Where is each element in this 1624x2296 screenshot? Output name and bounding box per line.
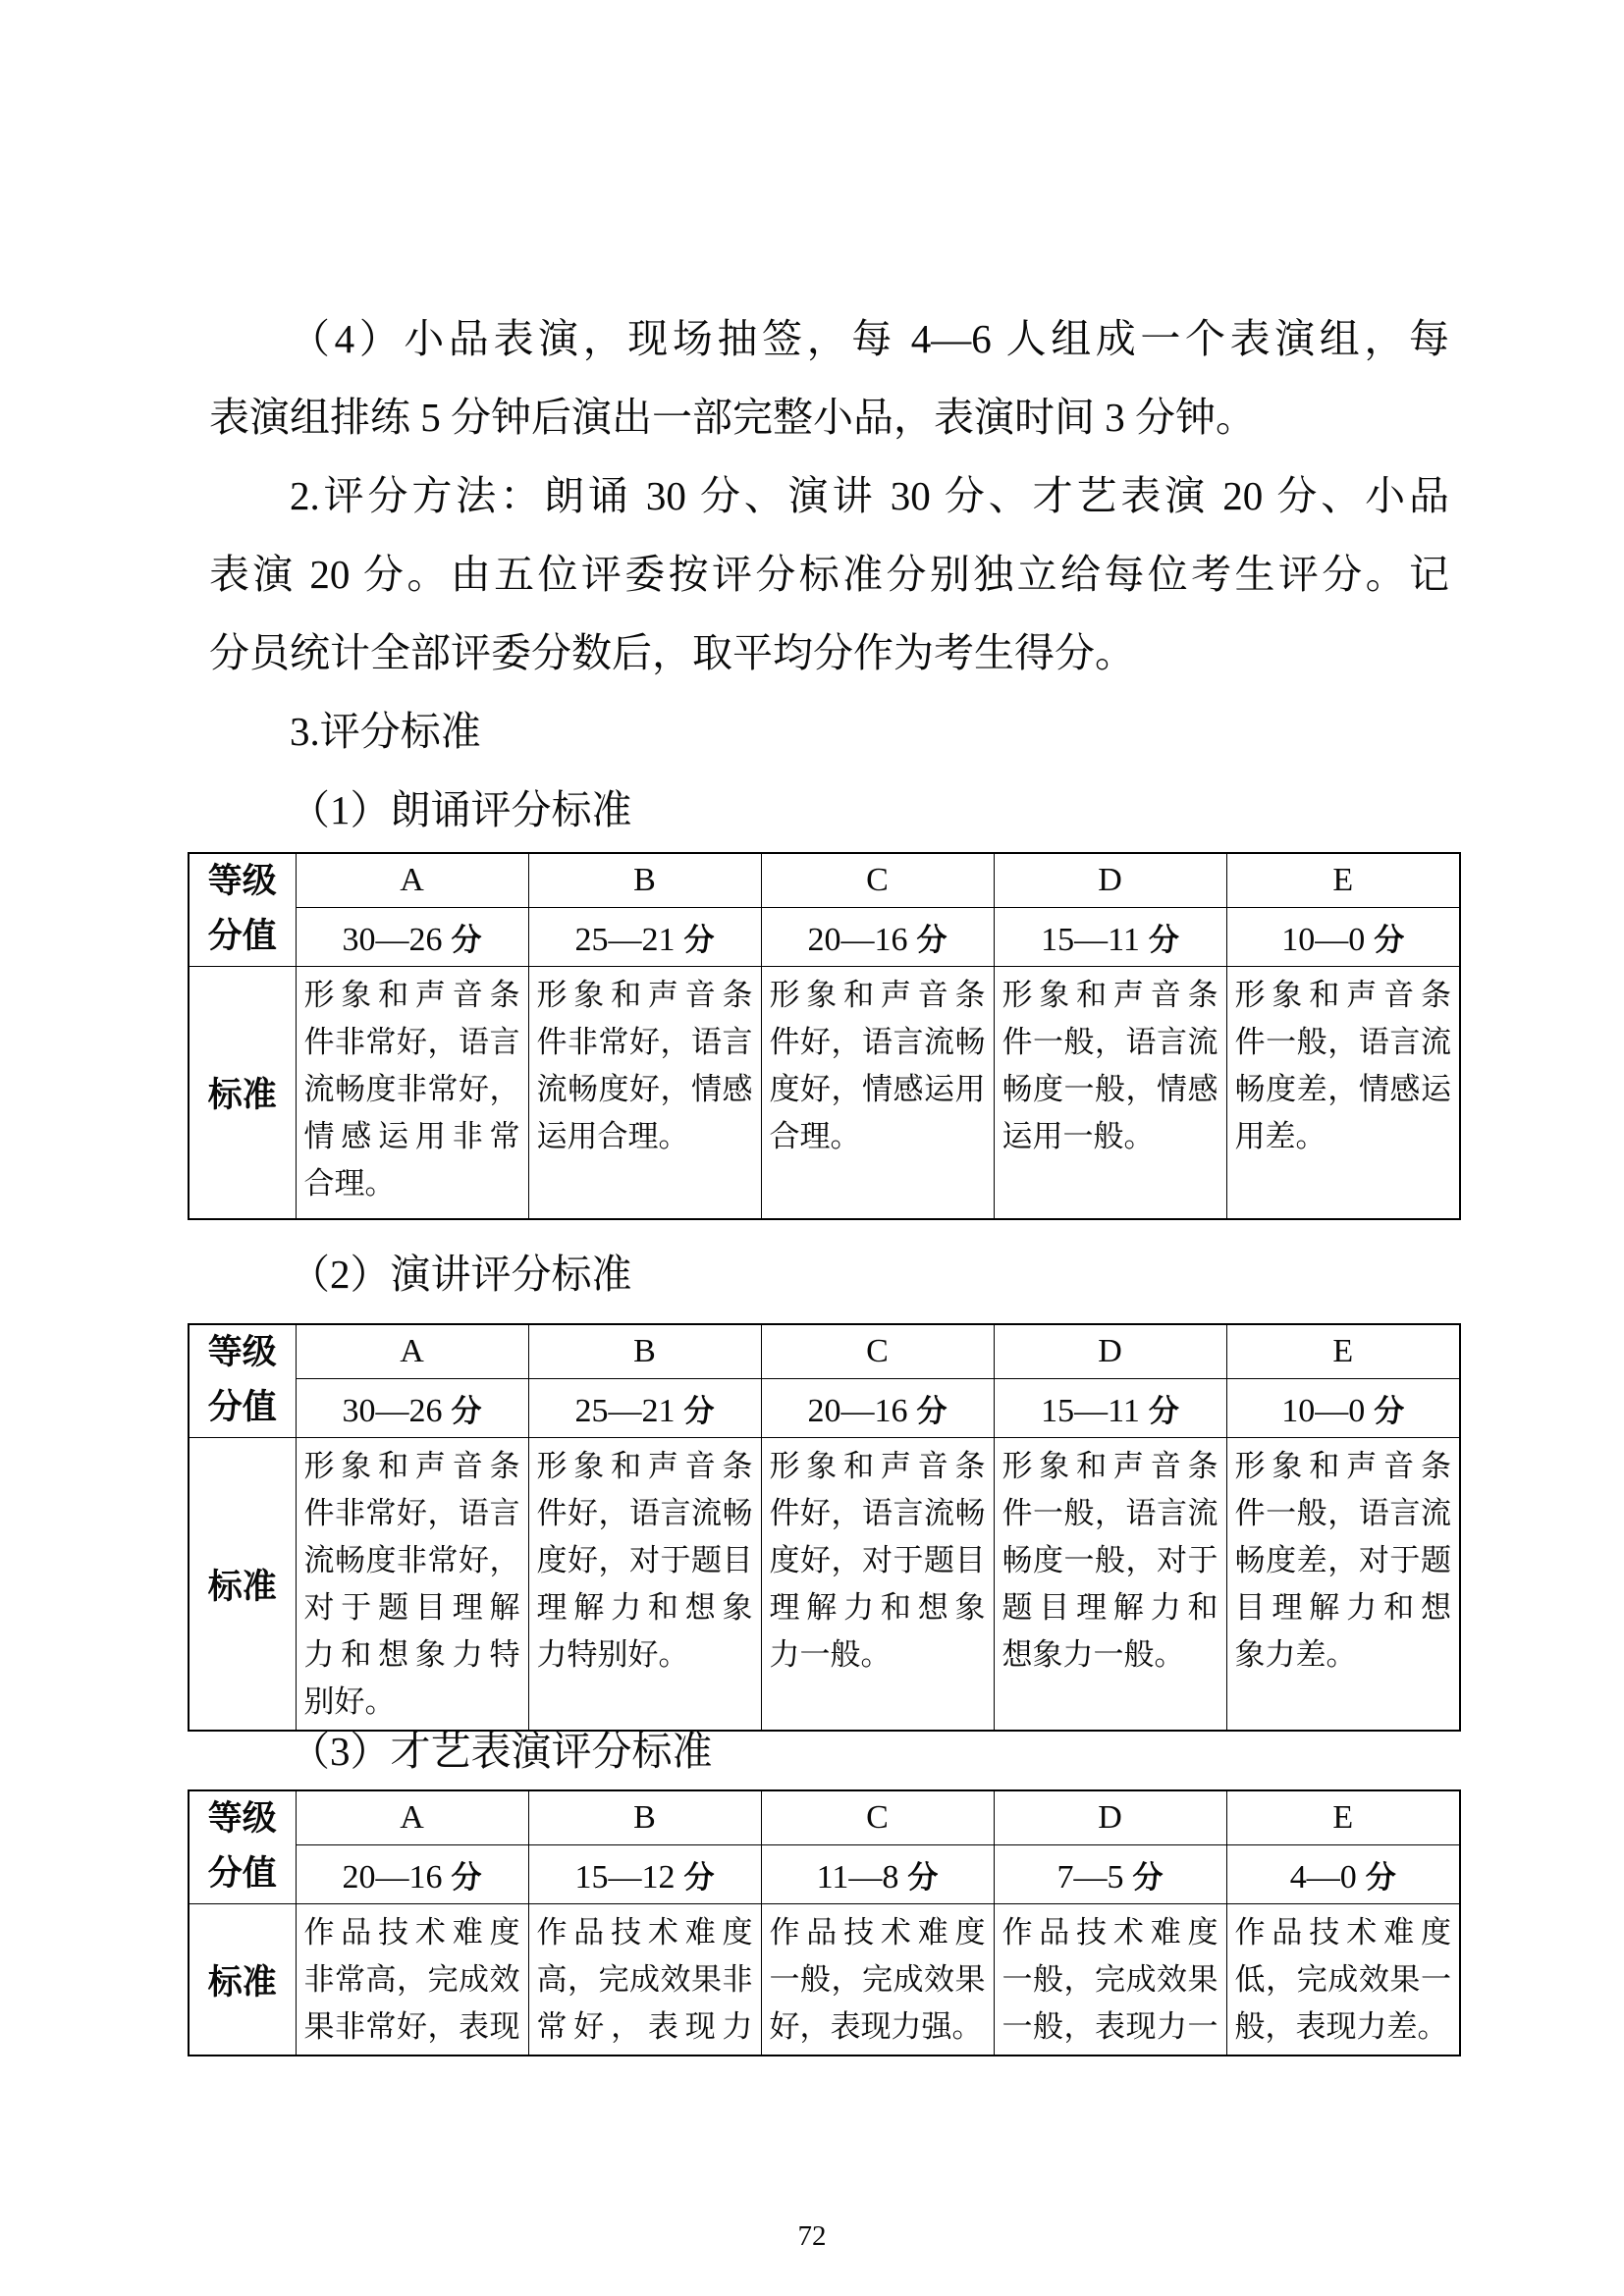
text-line: 情感运用非常 bbox=[303, 1119, 520, 1153]
talent-score-table bbox=[188, 1789, 1459, 2056]
grade-cell-b: B bbox=[528, 1790, 761, 1845]
grade-cell-a: A bbox=[296, 1790, 528, 1845]
score-range-cell: 10—0 分 bbox=[1226, 1379, 1460, 1438]
standard-label-cell: 标准 bbox=[189, 1904, 296, 2056]
text-line: 形象和声音条 bbox=[1001, 978, 1218, 1012]
text-line: 想象力一般。 bbox=[1001, 1637, 1185, 1672]
table-row-standards bbox=[189, 1904, 1460, 2056]
text-line: 非常高，完成效 bbox=[303, 1962, 520, 1997]
table-row-grades bbox=[189, 1790, 1460, 1845]
grade-cell-d: D bbox=[994, 853, 1226, 908]
score-range-cell: 7—5 分 bbox=[994, 1845, 1226, 1904]
corner-cell bbox=[189, 1790, 296, 1904]
paragraph-scoring-method bbox=[209, 456, 1449, 692]
table-row-standards bbox=[189, 1438, 1460, 1732]
section-title-talent bbox=[209, 1712, 1449, 1790]
standard-text-cell-b bbox=[528, 967, 761, 1220]
grade-cell-c: C bbox=[761, 853, 994, 908]
text-line: 件好，语言流畅 bbox=[536, 1496, 753, 1530]
text-line: 件一般，语言流 bbox=[1234, 1496, 1451, 1530]
standard-text-cell-a bbox=[296, 1438, 528, 1732]
table-row-scores bbox=[189, 1379, 1460, 1438]
corner-cell bbox=[189, 853, 296, 967]
grade-cell-b: B bbox=[528, 853, 761, 908]
text-line: 象力差。 bbox=[1234, 1637, 1357, 1672]
text-line: 畅度一般，对于 bbox=[1001, 1543, 1218, 1577]
score-range-cell: 20—16 分 bbox=[761, 1379, 994, 1438]
text-line: 形象和声音条 bbox=[303, 978, 520, 1012]
text-line: 低，完成效果一 bbox=[1234, 1962, 1451, 1997]
score-range-cell: 4—0 分 bbox=[1226, 1845, 1460, 1904]
text-line: 件一般，语言流 bbox=[1234, 1025, 1451, 1059]
grade-cell-e: E bbox=[1226, 853, 1460, 908]
standard-text-cell-c bbox=[761, 1904, 994, 2056]
section-title-recitation bbox=[209, 771, 1449, 849]
text-line: 形象和声音条 bbox=[769, 978, 986, 1012]
grade-cell-e: E bbox=[1226, 1790, 1460, 1845]
text-line: 高，完成效果非 bbox=[536, 1962, 753, 1997]
text-line: 件非常好，语言 bbox=[303, 1496, 520, 1530]
text-line: 件一般，语言流 bbox=[1001, 1025, 1218, 1059]
section-title-text: （3）才艺表演评分标准 bbox=[290, 1729, 713, 1774]
page-number: 72 bbox=[797, 2220, 827, 2252]
text-line: 流畅度非常好， bbox=[303, 1072, 520, 1106]
text-line: 用差。 bbox=[1234, 1119, 1326, 1153]
standard-text-cell-e bbox=[1226, 967, 1460, 1220]
score-unit: 分 bbox=[683, 923, 715, 957]
table-row-standards bbox=[189, 967, 1460, 1220]
score-unit: 分 bbox=[916, 923, 947, 957]
grade-cell-b: B bbox=[528, 1324, 761, 1379]
grade-cell-e: E bbox=[1226, 1324, 1460, 1379]
standard-text-cell-a bbox=[296, 967, 528, 1220]
text-line: 形象和声音条 bbox=[1234, 1449, 1451, 1483]
score-unit: 分 bbox=[1374, 923, 1405, 957]
text-line: 对于题目理解 bbox=[303, 1590, 520, 1625]
text-line: 合理。 bbox=[769, 1119, 861, 1153]
text-line: 度好，对于题目 bbox=[536, 1543, 753, 1577]
text-line: 般，表现力差。 bbox=[1234, 2009, 1448, 2044]
body-text bbox=[209, 299, 1449, 771]
standard-text-cell-c bbox=[761, 967, 994, 1220]
text-line: 畅度差，情感运 bbox=[1234, 1072, 1451, 1106]
corner-label-score: 分值 bbox=[207, 917, 277, 955]
table-row-grades bbox=[189, 1324, 1460, 1379]
text-line: 形象和声音条 bbox=[769, 1449, 986, 1483]
text-line: 作品技术难度 bbox=[1234, 1915, 1451, 1949]
score-range-cell: 20—16 分 bbox=[296, 1845, 528, 1904]
text-line: 流畅度好，情感 bbox=[536, 1072, 753, 1106]
text-line: 形象和声音条 bbox=[303, 1449, 520, 1483]
table-row-scores bbox=[189, 1845, 1460, 1904]
text-line: 一般，表现力一 bbox=[1001, 2009, 1218, 2044]
text-line: 畅度差，对于题 bbox=[1234, 1543, 1451, 1577]
text-line: 度好，情感运用 bbox=[769, 1072, 986, 1106]
text-line: 件一般，语言流 bbox=[1001, 1496, 1218, 1530]
score-unit: 分 bbox=[1374, 1394, 1405, 1428]
score-range-cell: 15—11 分 bbox=[994, 1379, 1226, 1438]
standard-text-cell-d bbox=[994, 967, 1226, 1220]
text-line: 力和想象力特 bbox=[303, 1637, 520, 1672]
table-row-scores bbox=[189, 908, 1460, 967]
score-range-cell: 15—11 分 bbox=[994, 908, 1226, 967]
text-line: 畅度一般，情感 bbox=[1001, 1072, 1218, 1106]
standard-label-cell: 标准 bbox=[189, 967, 296, 1220]
text-line: 件好，语言流畅 bbox=[769, 1496, 986, 1530]
corner-label-score: 分值 bbox=[207, 1854, 277, 1893]
grade-cell-d: D bbox=[994, 1324, 1226, 1379]
corner-label-grade: 等级 bbox=[207, 1799, 277, 1838]
text-line: 3.评分标准 bbox=[290, 709, 481, 754]
text-line: 作品技术难度 bbox=[303, 1915, 520, 1949]
text-line: 形象和声音条 bbox=[536, 978, 753, 1012]
score-unit: 分 bbox=[451, 923, 482, 957]
text-line: 形象和声音条 bbox=[536, 1449, 753, 1483]
score-unit: 分 bbox=[683, 1394, 715, 1428]
table-row-grades bbox=[189, 853, 1460, 908]
standard-label-cell: 标准 bbox=[189, 1438, 296, 1732]
score-unit: 分 bbox=[907, 1860, 939, 1895]
score-range-cell: 30—26 分 bbox=[296, 1379, 528, 1438]
grade-cell-a: A bbox=[296, 1324, 528, 1379]
score-range-cell: 30—26 分 bbox=[296, 908, 528, 967]
grade-cell-a: A bbox=[296, 853, 528, 908]
grade-cell-c: C bbox=[761, 1790, 994, 1845]
grade-cell-d: D bbox=[994, 1790, 1226, 1845]
score-unit: 分 bbox=[916, 1394, 947, 1428]
text-line: 别好。 bbox=[303, 1684, 396, 1719]
standard-text-cell-d bbox=[994, 1904, 1226, 2056]
corner-label-grade: 等级 bbox=[207, 1333, 277, 1371]
score-unit: 分 bbox=[1148, 923, 1179, 957]
corner-cell bbox=[189, 1324, 296, 1438]
score-unit: 分 bbox=[451, 1394, 482, 1428]
text-line: 件好，语言流畅 bbox=[769, 1025, 986, 1059]
text-line: 果非常好，表现 bbox=[303, 2009, 520, 2044]
text-line: 作品技术难度 bbox=[769, 1915, 986, 1949]
section-title-text: （1）朗诵评分标准 bbox=[290, 787, 632, 832]
text-line: 表演 20 分。由五位评委按评分标准分别独立给每位考生评分。记 bbox=[209, 552, 1449, 597]
text-line: 常好，表现力 bbox=[536, 2009, 753, 2044]
text-line: 一般，完成效果 bbox=[769, 1962, 986, 1997]
text-line: 度好，对于题目 bbox=[769, 1543, 986, 1577]
text-line: 分员统计全部评委分数后，取平均分作为考生得分。 bbox=[209, 630, 1135, 675]
text-line: 2.评分方法：朗诵 30 分、演讲 30 分、才艺表演 20 分、小品 bbox=[290, 473, 1449, 518]
standard-text-cell-d bbox=[994, 1438, 1226, 1732]
standard-text-cell-e bbox=[1226, 1904, 1460, 2056]
score-unit: 分 bbox=[1132, 1860, 1164, 1895]
standard-text-cell-c bbox=[761, 1438, 994, 1732]
text-line: 力一般。 bbox=[769, 1637, 892, 1672]
corner-label-score: 分值 bbox=[207, 1388, 277, 1426]
score-range-cell: 11—8 分 bbox=[761, 1845, 994, 1904]
standard-text-cell-b bbox=[528, 1904, 761, 2056]
text-line: 运用合理。 bbox=[536, 1119, 689, 1153]
score-range-cell: 10—0 分 bbox=[1226, 908, 1460, 967]
score-unit: 分 bbox=[451, 1860, 482, 1895]
text-line: 表演组排练 5 分钟后演出一部完整小品，表演时间 3 分钟。 bbox=[209, 395, 1256, 440]
score-unit: 分 bbox=[683, 1860, 715, 1895]
text-line: 形象和声音条 bbox=[1001, 1449, 1218, 1483]
score-range-cell: 25—21 分 bbox=[528, 908, 761, 967]
score-range-cell: 15—12 分 bbox=[528, 1845, 761, 1904]
score-unit: 分 bbox=[1365, 1860, 1396, 1895]
text-line: 作品技术难度 bbox=[536, 1915, 753, 1949]
score-range-cell: 25—21 分 bbox=[528, 1379, 761, 1438]
speech-score-table bbox=[188, 1323, 1459, 1732]
text-line: （4）小品表演，现场抽签，每 4—6 人组成一个表演组，每 bbox=[290, 316, 1449, 361]
text-line: 运用一般。 bbox=[1001, 1119, 1155, 1153]
text-line: 理解力和想象 bbox=[769, 1590, 986, 1625]
corner-label-grade: 等级 bbox=[207, 862, 277, 900]
standard-text-cell-a bbox=[296, 1904, 528, 2056]
grade-cell-c: C bbox=[761, 1324, 994, 1379]
text-line: 题目理解力和 bbox=[1001, 1590, 1218, 1625]
text-line: 合理。 bbox=[303, 1166, 396, 1201]
standard-text-cell-b bbox=[528, 1438, 761, 1732]
text-line: 目理解力和想 bbox=[1234, 1590, 1451, 1625]
section-title-text: （2）演讲评分标准 bbox=[290, 1252, 632, 1297]
section-title-speech bbox=[209, 1235, 1449, 1313]
score-range-cell: 20—16 分 bbox=[761, 908, 994, 967]
text-line: 流畅度非常好， bbox=[303, 1543, 520, 1577]
standard-text-cell-e bbox=[1226, 1438, 1460, 1732]
heading-scoring-standard bbox=[209, 692, 1449, 771]
score-unit: 分 bbox=[1148, 1394, 1179, 1428]
recitation-score-table bbox=[188, 852, 1459, 1220]
text-line: 一般，完成效果 bbox=[1001, 1962, 1218, 1997]
text-line: 作品技术难度 bbox=[1001, 1915, 1218, 1949]
text-line: 好，表现力强。 bbox=[769, 2009, 983, 2044]
text-line: 件非常好，语言 bbox=[536, 1025, 753, 1059]
text-line: 件非常好，语言 bbox=[303, 1025, 520, 1059]
text-line: 理解力和想象 bbox=[536, 1590, 753, 1625]
paragraph-skit-performance bbox=[209, 299, 1449, 456]
text-line: 形象和声音条 bbox=[1234, 978, 1451, 1012]
text-line: 力特别好。 bbox=[536, 1637, 689, 1672]
